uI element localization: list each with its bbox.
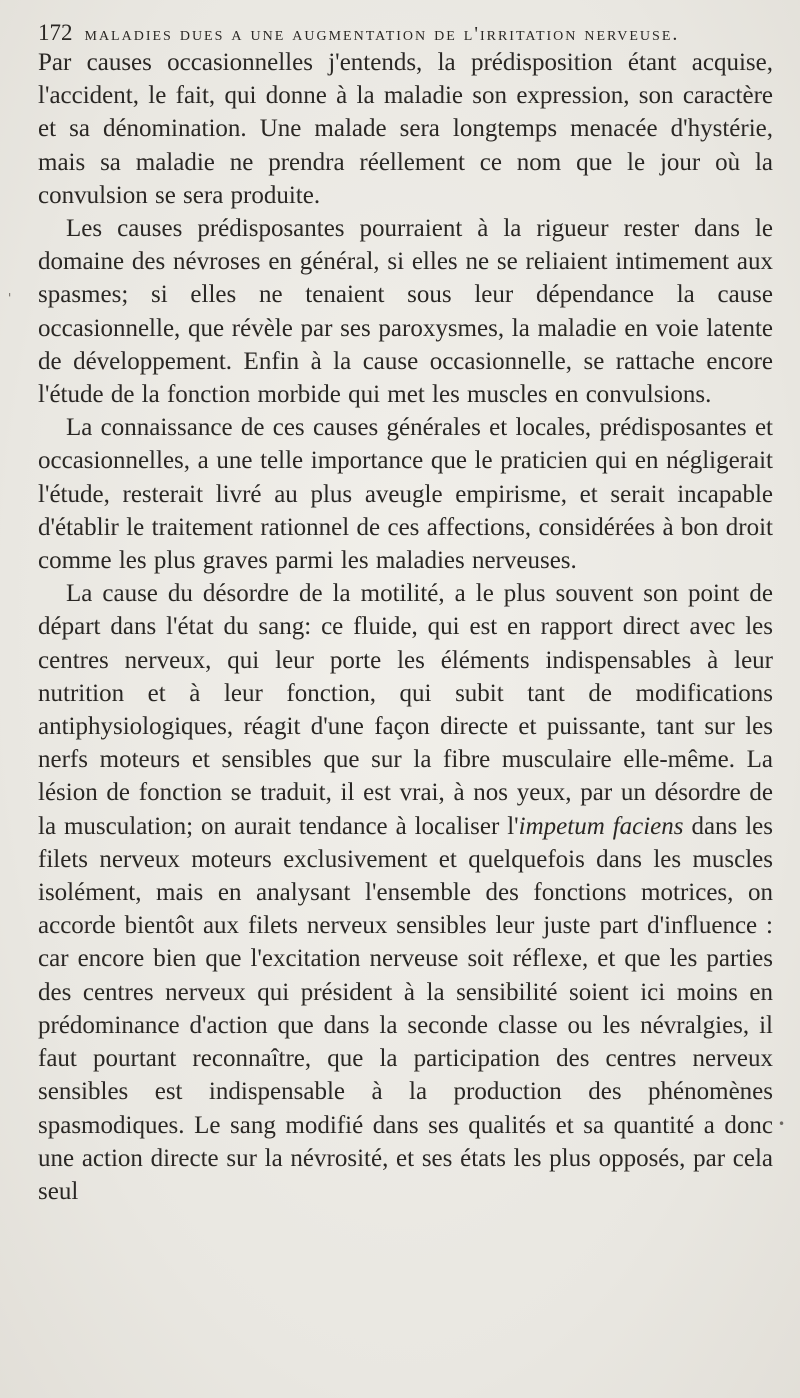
margin-dot: • [778,1117,786,1131]
paragraph-4-text-after: dans les filets nerveux moteurs exclusivement et quelquefois dans les muscles isolément, mais en analysant l'ensemble des fonctions motrices, on accorde bientôt aux filets nerveux sensibles leur juste part d'influence : car encore bien que l'excitation nerveuse soit réflexe, et que les parties des centres nerveux qui président à la sensibilité soient ici moins en prédominance d'action que dans la seconde classe ou les névralgies, il faut pourtant reconnaître, que la participation des centres nerveux sensibles est indispensable à la production des phénomènes spasmodiques. Le sang modifié dans ses qualités et sa quantité a donc une action directe sur la névrosité, et ses états les plus opposés, par cela seul [38,812,773,1205]
running-header [38,20,773,46]
paragraph-4-text-before: La cause du désordre de la motilité, a le plus souvent son point de départ dans l'état du sang: ce fluide, qui est en rapport direct avec les centres nerveux, qui leur porte les éléments indispensables à leur nutrition et à leur fonction, qui subit tant de modifications antiphysiologiques, réagit d'une façon directe et puissante, tant sur les nerfs moteurs et sensibles que sur la fibre musculaire elle-même. La lésion de fonction se traduit, il est vrai, à nos yeux, par un désordre de la musculation; on aurait tendance à localiser l' [38,580,773,840]
paragraph-3 [38,411,773,577]
margin-speck: ' [8,291,12,305]
paragraph-2-text: Les causes prédisposantes pourraient à la rigueur rester dans le domaine des névroses en général, si elles ne se reliaient intimement aux spasmes; si elles ne tenaient sous leur dépendance la cause occasionnelle, que révèle par ses paroxysmes, la maladie en voie latente de développement. Enfin à la cause occasionnelle, se rattache encore l'étude de la fonction morbide qui met les muscles en convulsions. [38,215,773,409]
paragraph-1-text: Par causes occasionnelles j'entends, la prédisposition étant acquise, l'accident, le fait, qui donne à la maladie son expression, son caractère et sa dénomination. Une malade sera longtemps menacée d'hystérie, mais sa maladie ne prendra réellement ce nom que le jour où la convulsion se sera produite. [38,49,773,209]
paragraph-1 [38,46,773,212]
running-title: maladies dues a une augmentation de l'irritation nerveuse. [84,23,680,45]
paragraph-4 [38,577,773,1208]
paragraph-3-text: La connaissance de ces causes générales et locales, prédisposantes et occasionnelles, a une telle importance que le praticien qui en négligerait l'étude, resterait livré au plus aveugle empirisme, et serait incapable d'établir le traitement rationnel de ces affections, considérées à bon droit comme les plus graves parmi les maladies nerveuses. [38,414,773,575]
page-text-block [38,20,773,1208]
paragraph-2 [38,212,773,411]
page-number: 172 [38,20,73,45]
paragraph-4-latin-phrase: impetum faciens [518,812,684,840]
